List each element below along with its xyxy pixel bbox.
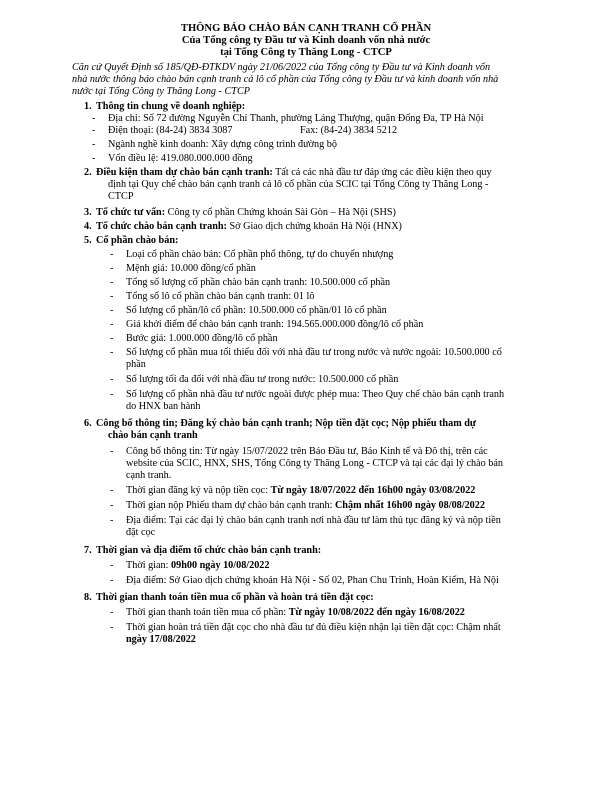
auction-location: Địa điểm: Sở Giao dịch chứng khoán Hà Nội - Số 02, Phan Chu Trinh, Hoàn Kiếm, Hà Nội <box>126 575 499 586</box>
section-number: 2. <box>84 167 92 178</box>
list-item: - Địa điểm: Sở Giao dịch chứng khoán Hà Nội - Số 02, Phan Chu Trinh, Hoàn Kiếm, Hà Nội <box>110 575 499 586</box>
list-item-continuation: website của SCIC, HNX, SHS, Tổng Công ty Thăng Long - CTCP và tại các đại lý chào bán <box>126 458 503 469</box>
list-item: - Giá khởi điểm để chào bán cạnh tranh: 194.565.000.000 đồng/lô cổ phần <box>110 319 424 330</box>
share-type-text: Loại cổ phần chào bán: Cổ phần phổ thông, tự do chuyển nhượng <box>126 249 394 260</box>
section-4-heading <box>84 221 402 233</box>
section-number: 6. <box>84 418 92 429</box>
ballot-deadline: Chậm nhất 16h00 ngày 08/08/2022 <box>334 500 485 511</box>
list-item: - Thời gian đăng ký và nộp tiền cọc: Từ ngày 18/07/2022 đến 16h00 ngày 03/08/2022 <box>110 485 476 496</box>
total-shares-text: Tổng số lượng cổ phần chào bán cạnh tranh: 10.500.000 cổ phần <box>126 277 391 288</box>
registration-period: Từ ngày 18/07/2022 đến 16h00 ngày 03/08/2022 <box>270 485 476 496</box>
starting-price-text: Giá khởi điểm để chào bán cạnh tranh: 194.565.000.000 đồng/lô cổ phần <box>126 319 424 330</box>
section-6-heading <box>84 418 540 430</box>
disclosure-text: Công bố thông tin: Từ ngày 15/07/2022 trên Báo Đầu tư, Báo Kinh tế và Đô thị, trên các <box>126 446 488 457</box>
list-item: - Ngành nghề kinh doanh: Xây dựng công trình đường bộ <box>92 139 337 150</box>
ballot-label: Thời gian nộp Phiếu tham dự chào bán cạnh tranh: <box>126 500 335 511</box>
list-item: - Địa điểm: Tại các đại lý chào bán cạnh tranh nơi nhà đầu tư làm thủ tục đăng ký và nộp tiền <box>110 515 501 526</box>
list-item: - Thời gian thanh toán tiền mua cổ phần: Từ ngày 10/08/2022 đến ngày 16/08/2022 <box>110 607 465 618</box>
payment-label: Thời gian thanh toán tiền mua cổ phần: <box>126 607 289 618</box>
list-item-continuation: phần <box>126 359 146 370</box>
auction-time: 09h00 ngày 10/08/2022 <box>171 560 270 571</box>
section-3-heading <box>84 207 396 219</box>
list-item: - Mệnh giá: 10.000 đồng/cổ phần <box>110 263 256 274</box>
section-title: Thời gian thanh toán tiền mua cổ phần và hoàn trả tiền đặt cọc: <box>96 592 374 603</box>
section-text: CTCP <box>108 191 134 202</box>
section-1-heading <box>84 101 246 113</box>
section-title: Tổ chức tư vấn: <box>96 207 166 218</box>
section-8-heading <box>84 592 374 604</box>
section-5-heading <box>84 235 179 247</box>
section-text: Sở Giao dịch chứng khoán Hà Nội (HNX) <box>226 221 402 232</box>
section-title: Điều kiện tham dự chào bán cạnh tranh: <box>96 167 273 178</box>
list-item: - Thời gian nộp Phiếu tham dự chào bán cạnh tranh: Chậm nhất 16h00 ngày 08/08/2022 <box>110 500 485 511</box>
fax-text: Fax: (84-24) 3834 5212 <box>300 125 398 136</box>
intro-line: nước tại Tổng Công ty Thăng Long - CTCP <box>72 86 250 97</box>
list-item-continuation: cạnh tranh. <box>126 470 172 481</box>
refund-deadline: ngày 17/08/2022 <box>126 634 196 645</box>
section-title: Tổ chức chào bán cạnh tranh: <box>96 221 227 232</box>
document-subtitle-company: tại Tổng Công ty Thăng Long - CTCP <box>220 47 392 58</box>
shares-per-lot-text: Số lượng cổ phần/lô cổ phần: 10.500.000 cổ phần/01 lô cổ phần <box>126 305 387 316</box>
section-2-heading <box>84 167 540 179</box>
par-value-text: Mệnh giá: 10.000 đồng/cổ phần <box>126 263 256 274</box>
refund-text: Thời gian hoàn trả tiền đặt cọc cho nhà đầu tư đủ điều kiện nhận lại tiền đặt cọc: Chậm nhất <box>126 622 501 633</box>
auction-time-label: Thời gian: <box>126 560 171 571</box>
payment-period: Từ ngày 10/08/2022 đến ngày 16/08/2022 <box>288 607 465 618</box>
address-text: Địa chỉ: Số 72 đường Nguyễn Chí Thanh, phường Láng Thượng, quận Đống Đa, TP Hà Nội <box>108 113 484 124</box>
list-item: - Thời gian: 09h00 ngày 10/08/2022 <box>110 560 270 571</box>
list-item: - Công bố thông tin: Từ ngày 15/07/2022 trên Báo Đầu tư, Báo Kinh tế và Đô thị, trên các <box>110 446 488 457</box>
intro-line: Căn cứ Quyết Định số 185/QĐ-ĐTKDV ngày 21/06/2022 của Tổng công ty Đầu tư và Kinh doanh vốn <box>72 62 491 73</box>
document-title: THÔNG BÁO CHÀO BÁN CẠNH TRANH CỔ PHẦN <box>180 23 432 34</box>
list-item: - Thời gian hoàn trả tiền đặt cọc cho nhà đầu tư đủ điều kiện nhận lại tiền đặt cọc: Chậm nhất <box>110 622 501 633</box>
phone-text: Điện thoại: (84-24) 3834 3087 <box>108 125 233 136</box>
registration-label: Thời gian đăng ký và nộp tiền cọc: <box>126 485 271 496</box>
total-lots-text: Tổng số lô cổ phần chào bán cạnh tranh: 01 lô <box>126 291 315 302</box>
section-number: 1. <box>84 101 92 112</box>
foreign-investor-text: Số lượng cổ phần nhà đầu tư nước ngoài được phép mua: Theo Quy chế chào bán cạnh tranh <box>126 389 505 400</box>
industry-text: Ngành nghề kinh doanh: Xây dựng công trình đường bộ <box>108 139 337 150</box>
location-text: Địa điểm: Tại các đại lý chào bán cạnh tranh nơi nhà đầu tư làm thủ tục đăng ký và nộp tiền <box>126 515 501 526</box>
section-number: 5. <box>84 235 92 246</box>
list-item: - Tổng số lượng cổ phần chào bán cạnh tranh: 10.500.000 cổ phần <box>110 277 391 288</box>
section-text: Công ty cổ phần Chứng khoán Sài Gòn – Hà Nội (SHS) <box>165 207 396 218</box>
min-purchase-text: Số lượng cổ phần mua tối thiểu đối với nhà đầu tư trong nước và nước ngoài: 10.500.000 cổ <box>126 347 502 358</box>
section-number: 8. <box>84 592 92 603</box>
max-domestic-text: Số lượng tối đa đối với nhà đầu tư trong nước: 10.500.000 cổ phần <box>126 374 399 385</box>
list-item: - Loại cổ phần chào bán: Cổ phần phổ thông, tự do chuyển nhượng <box>110 249 394 260</box>
list-item: - Số lượng tối đa đối với nhà đầu tư trong nước: 10.500.000 cổ phần <box>110 374 399 385</box>
list-item: - Số lượng cổ phần mua tối thiểu đối với nhà đầu tư trong nước và nước ngoài: 10.500.000 cổ <box>110 347 502 358</box>
section-title: Cổ phần chào bán: <box>96 235 179 246</box>
section-7-heading <box>84 545 322 557</box>
list-item-continuation: do HNX ban hành <box>126 401 201 412</box>
list-item: - Số lượng cổ phần/lô cổ phần: 10.500.000 cổ phần/01 lô cổ phần <box>110 305 387 316</box>
document-subtitle-issuer: Của Tổng công ty Đầu tư và Kinh doanh vốn nhà nước <box>181 35 431 46</box>
list-item: - Tổng số lô cổ phần chào bán cạnh tranh: 01 lô <box>110 291 315 302</box>
section-number: 3. <box>84 207 92 218</box>
section-text: Tất cả các nhà đầu tư đáp ứng các điều kiện theo quy <box>272 167 492 178</box>
section-title: Công bố thông tin; Đăng ký chào bán cạnh tranh; Nộp tiền đặt cọc; Nộp phiếu tham dự <box>96 418 477 429</box>
list-item-continuation: đặt cọc <box>126 527 156 538</box>
list-item: - Số lượng cổ phần nhà đầu tư nước ngoài được phép mua: Theo Quy chế chào bán cạnh tranh <box>110 389 505 400</box>
section-number: 7. <box>84 545 92 556</box>
list-item: - Bước giá: 1.000.000 đồng/lô cổ phần <box>110 333 278 344</box>
list-item: - Điện thoại: (84-24) 3834 3087 Fax: (84-24) 3834 5212 <box>92 125 398 136</box>
section-title: Thông tin chung về doanh nghiệp: <box>96 101 246 112</box>
capital-text: Vốn điều lệ: 419.080.000.000 đồng <box>108 153 253 164</box>
price-step-text: Bước giá: 1.000.000 đồng/lô cổ phần <box>126 333 278 344</box>
list-item: - Địa chỉ: Số 72 đường Nguyễn Chí Thanh, phường Láng Thượng, quận Đống Đa, TP Hà Nội <box>92 113 484 124</box>
section-title-continuation: chào bán cạnh tranh <box>108 430 198 441</box>
list-item: - Vốn điều lệ: 419.080.000.000 đồng <box>92 153 253 164</box>
intro-line: nhà nước thông báo chào bán cạnh tranh cả lô cổ phần của Tổng công ty Đầu tư và kinh doanh vốn nhà <box>72 74 499 85</box>
section-title: Thời gian và địa điểm tổ chức chào bán cạnh tranh: <box>96 545 322 556</box>
section-text: định tại Quy chế chào bán cạnh tranh cả lô cổ phần của SCIC tại Tổng Công ty Thăng Long - <box>108 179 489 190</box>
section-number: 4. <box>84 221 92 232</box>
